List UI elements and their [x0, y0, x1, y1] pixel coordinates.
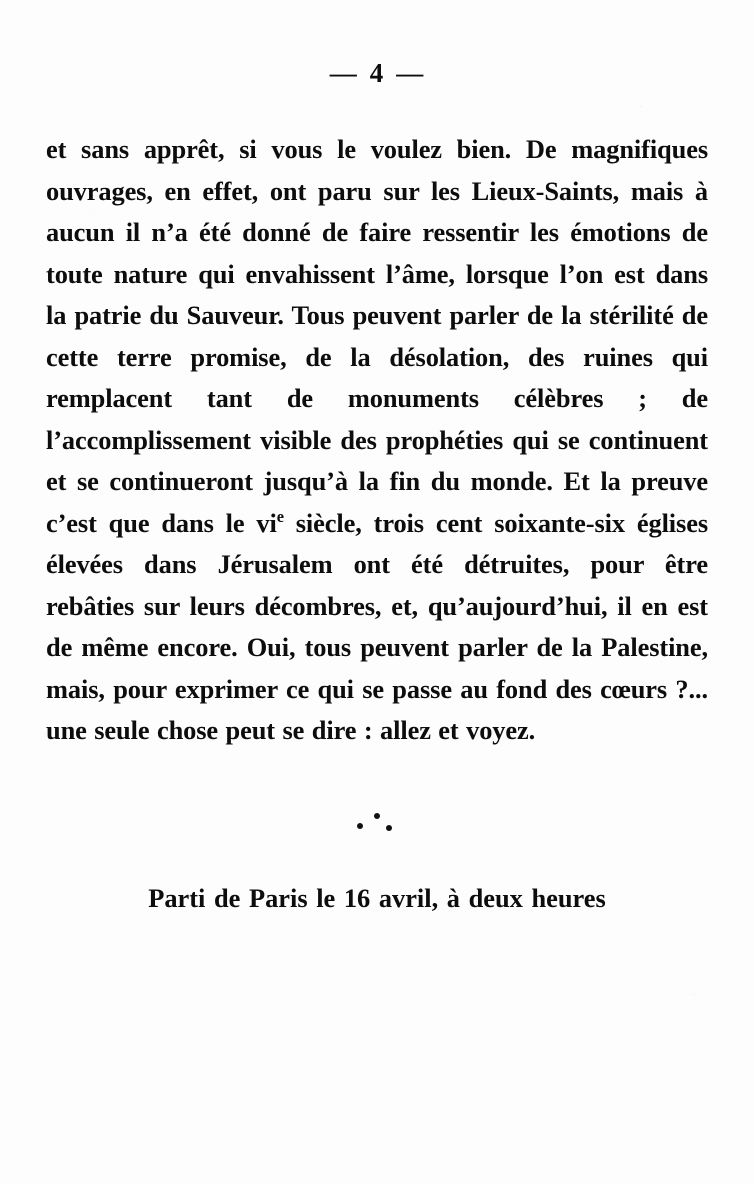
folio-dash-right: — — [396, 58, 425, 88]
three-dot-ornament-icon — [354, 806, 400, 836]
closing-line: Parti de Paris le 16 avril, à deux heures — [148, 882, 606, 913]
folio-dash-left: — — [329, 58, 358, 88]
page-number: 4 — [369, 58, 385, 88]
paragraph-part-1: et sans apprêt, si vous le voulez bien. De magnifiques ouvrages, en effet, ont paru sur les Lieux-Saints, mais à aucun il n’a été donné de faire ressentir les émotions de toute nature qui envahissent l’âme, lorsque l’on est dans la patrie du Sauveur. Tous peuvent parler de la stérilité de cette terre promise, de la désolation, des ruines qui remplacent tant de monuments célèbres ; de l’accomplissement visible des prophéties qui se continuent et se continueront jusqu’à la fin du monde. Et la preuve c’est que dans le vi — [46, 134, 708, 538]
body-paragraph — [46, 129, 708, 752]
paragraph-part-2: siècle, trois cent soixante-six églises élevées dans Jérusalem ont été détruites, pour être rebâties sur leurs décombres, et, qu’aujourd’hui, il en est de même encore. Oui, tous peuvent parler de la Palestine, mais, pour exprimer ce qui se passe au fond des cœurs ?... une seule chose peut se dire : allez et voyez. — [46, 507, 708, 745]
page-folio — [46, 58, 708, 89]
page-content — [46, 0, 708, 919]
section-ornament — [46, 806, 708, 846]
ordinal-superscript: e — [276, 506, 284, 526]
